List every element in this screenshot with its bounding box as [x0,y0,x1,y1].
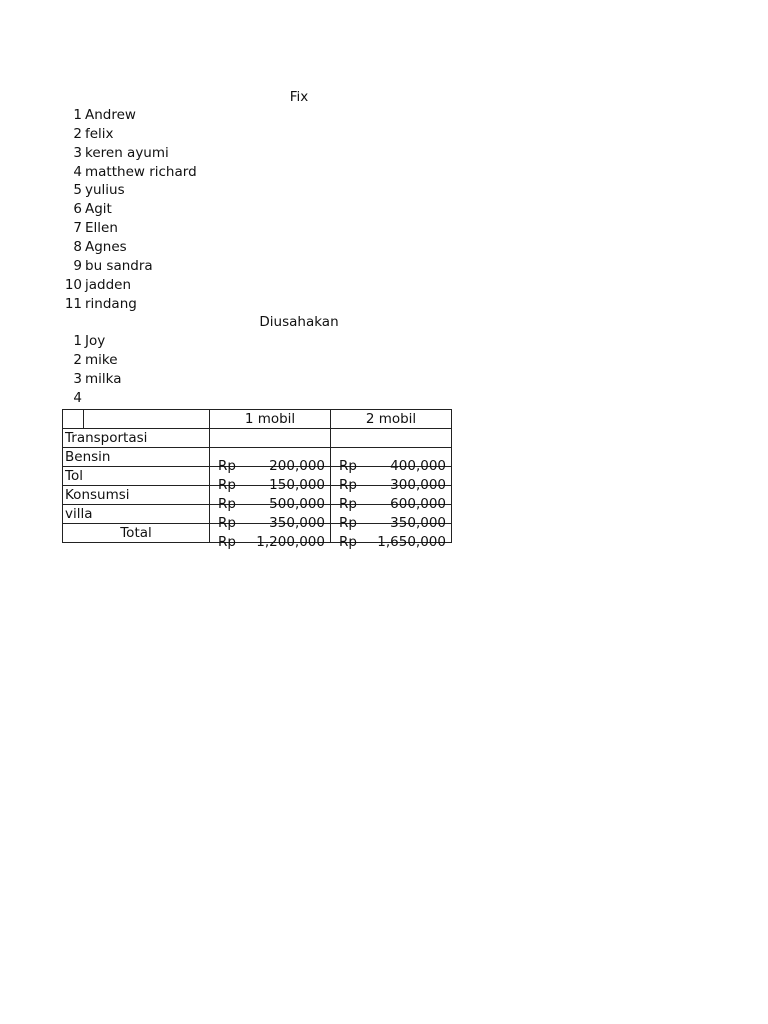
currency-label: Rp [339,534,357,550]
amount-cell-mobil1[interactable] [210,467,331,493]
currency-label: Rp [339,496,357,512]
list-item-number: 3 [73,370,82,387]
total-mobil1-amount: 1,200,000 [256,534,325,550]
currency-label: Rp [218,534,236,550]
amount-cell-mobil2[interactable] [331,467,452,493]
total-row [63,524,452,543]
list-item-name: Agnes [85,238,127,255]
amount-cell-mobil2[interactable] [331,486,452,512]
amount-value: 500,000 [269,496,325,512]
currency-label: Rp [218,458,236,474]
table-row [63,505,452,524]
row-label[interactable]: villa [63,505,210,524]
list-item-number: 2 [73,125,82,142]
fix-heading: Fix [289,89,309,105]
amount-cell-mobil1[interactable] [210,448,331,474]
list-item-name: rindang [85,295,137,312]
amount-value: 300,000 [390,477,446,493]
currency-label: Rp [339,515,357,531]
table-cell[interactable] [84,410,210,429]
total-label[interactable]: Total [63,524,210,543]
total-mobil1-cell[interactable] [210,524,331,550]
list-item-number: 9 [73,257,82,274]
list-item-number: 6 [73,201,82,218]
amount-cell-mobil2[interactable] [331,448,452,474]
table-cell[interactable] [331,429,452,448]
list-item-name: jadden [85,276,132,293]
list-item-name: bu sandra [85,257,153,274]
currency-label: Rp [218,496,236,512]
currency-label: Rp [339,477,357,493]
list-item-name: mike [85,351,118,368]
amount-value: 150,000 [269,477,325,493]
list-item-name: matthew richard [85,163,197,180]
table-cell[interactable] [63,410,84,429]
row-label[interactable]: Bensin [63,448,210,467]
list-item-name: milka [85,370,122,387]
list-item-name: Joy [85,333,106,349]
diusahakan-heading: Diusahakan [259,314,339,330]
header-1-mobil[interactable]: 1 mobil [210,410,331,429]
list-item-name: felix [85,125,114,142]
amount-cell-mobil2[interactable] [331,505,452,531]
cost-table [62,409,452,550]
list-item-number: 8 [73,238,82,255]
section-label-transportasi[interactable]: Transportasi [63,429,210,448]
table-cell[interactable] [210,429,331,448]
row-label[interactable]: Konsumsi [63,486,210,505]
currency-label: Rp [218,515,236,531]
header-2-mobil[interactable]: 2 mobil [331,410,452,429]
amount-value: 350,000 [390,515,446,531]
list-item-number: 3 [73,144,82,161]
table-header-row [63,410,452,429]
list-item-number: 4 [73,163,82,180]
list-item-number: 11 [64,295,82,312]
row-label[interactable]: Tol [63,467,210,486]
currency-label: Rp [339,458,357,474]
currency-label: Rp [218,477,236,493]
list-item-name: Andrew [85,107,136,123]
list-item-name: yulius [85,182,125,199]
list-item-number: 10 [64,276,82,293]
list-item-number: 5 [73,182,82,199]
list-item-name: Ellen [85,220,118,237]
total-mobil2-amount: 1,650,000 [377,534,446,550]
list-item-number: 4 [73,389,82,406]
amount-value: 350,000 [269,515,325,531]
table-row [63,486,452,505]
list-item-name: Agit [85,201,112,218]
total-mobil2-cell[interactable] [331,524,452,550]
table-row [63,448,452,467]
list-item-name: keren ayumi [85,144,169,161]
table-row [63,429,452,448]
amount-value: 200,000 [269,458,325,474]
amount-value: 400,000 [390,458,446,474]
list-item-number: 1 [73,333,82,349]
list-item-number: 1 [73,107,82,123]
list-item-number: 2 [73,351,82,368]
list-item-number: 7 [73,220,82,237]
amount-cell-mobil1[interactable] [210,505,331,531]
amount-cell-mobil1[interactable] [210,486,331,512]
amount-value: 600,000 [390,496,446,512]
table-row [63,467,452,486]
